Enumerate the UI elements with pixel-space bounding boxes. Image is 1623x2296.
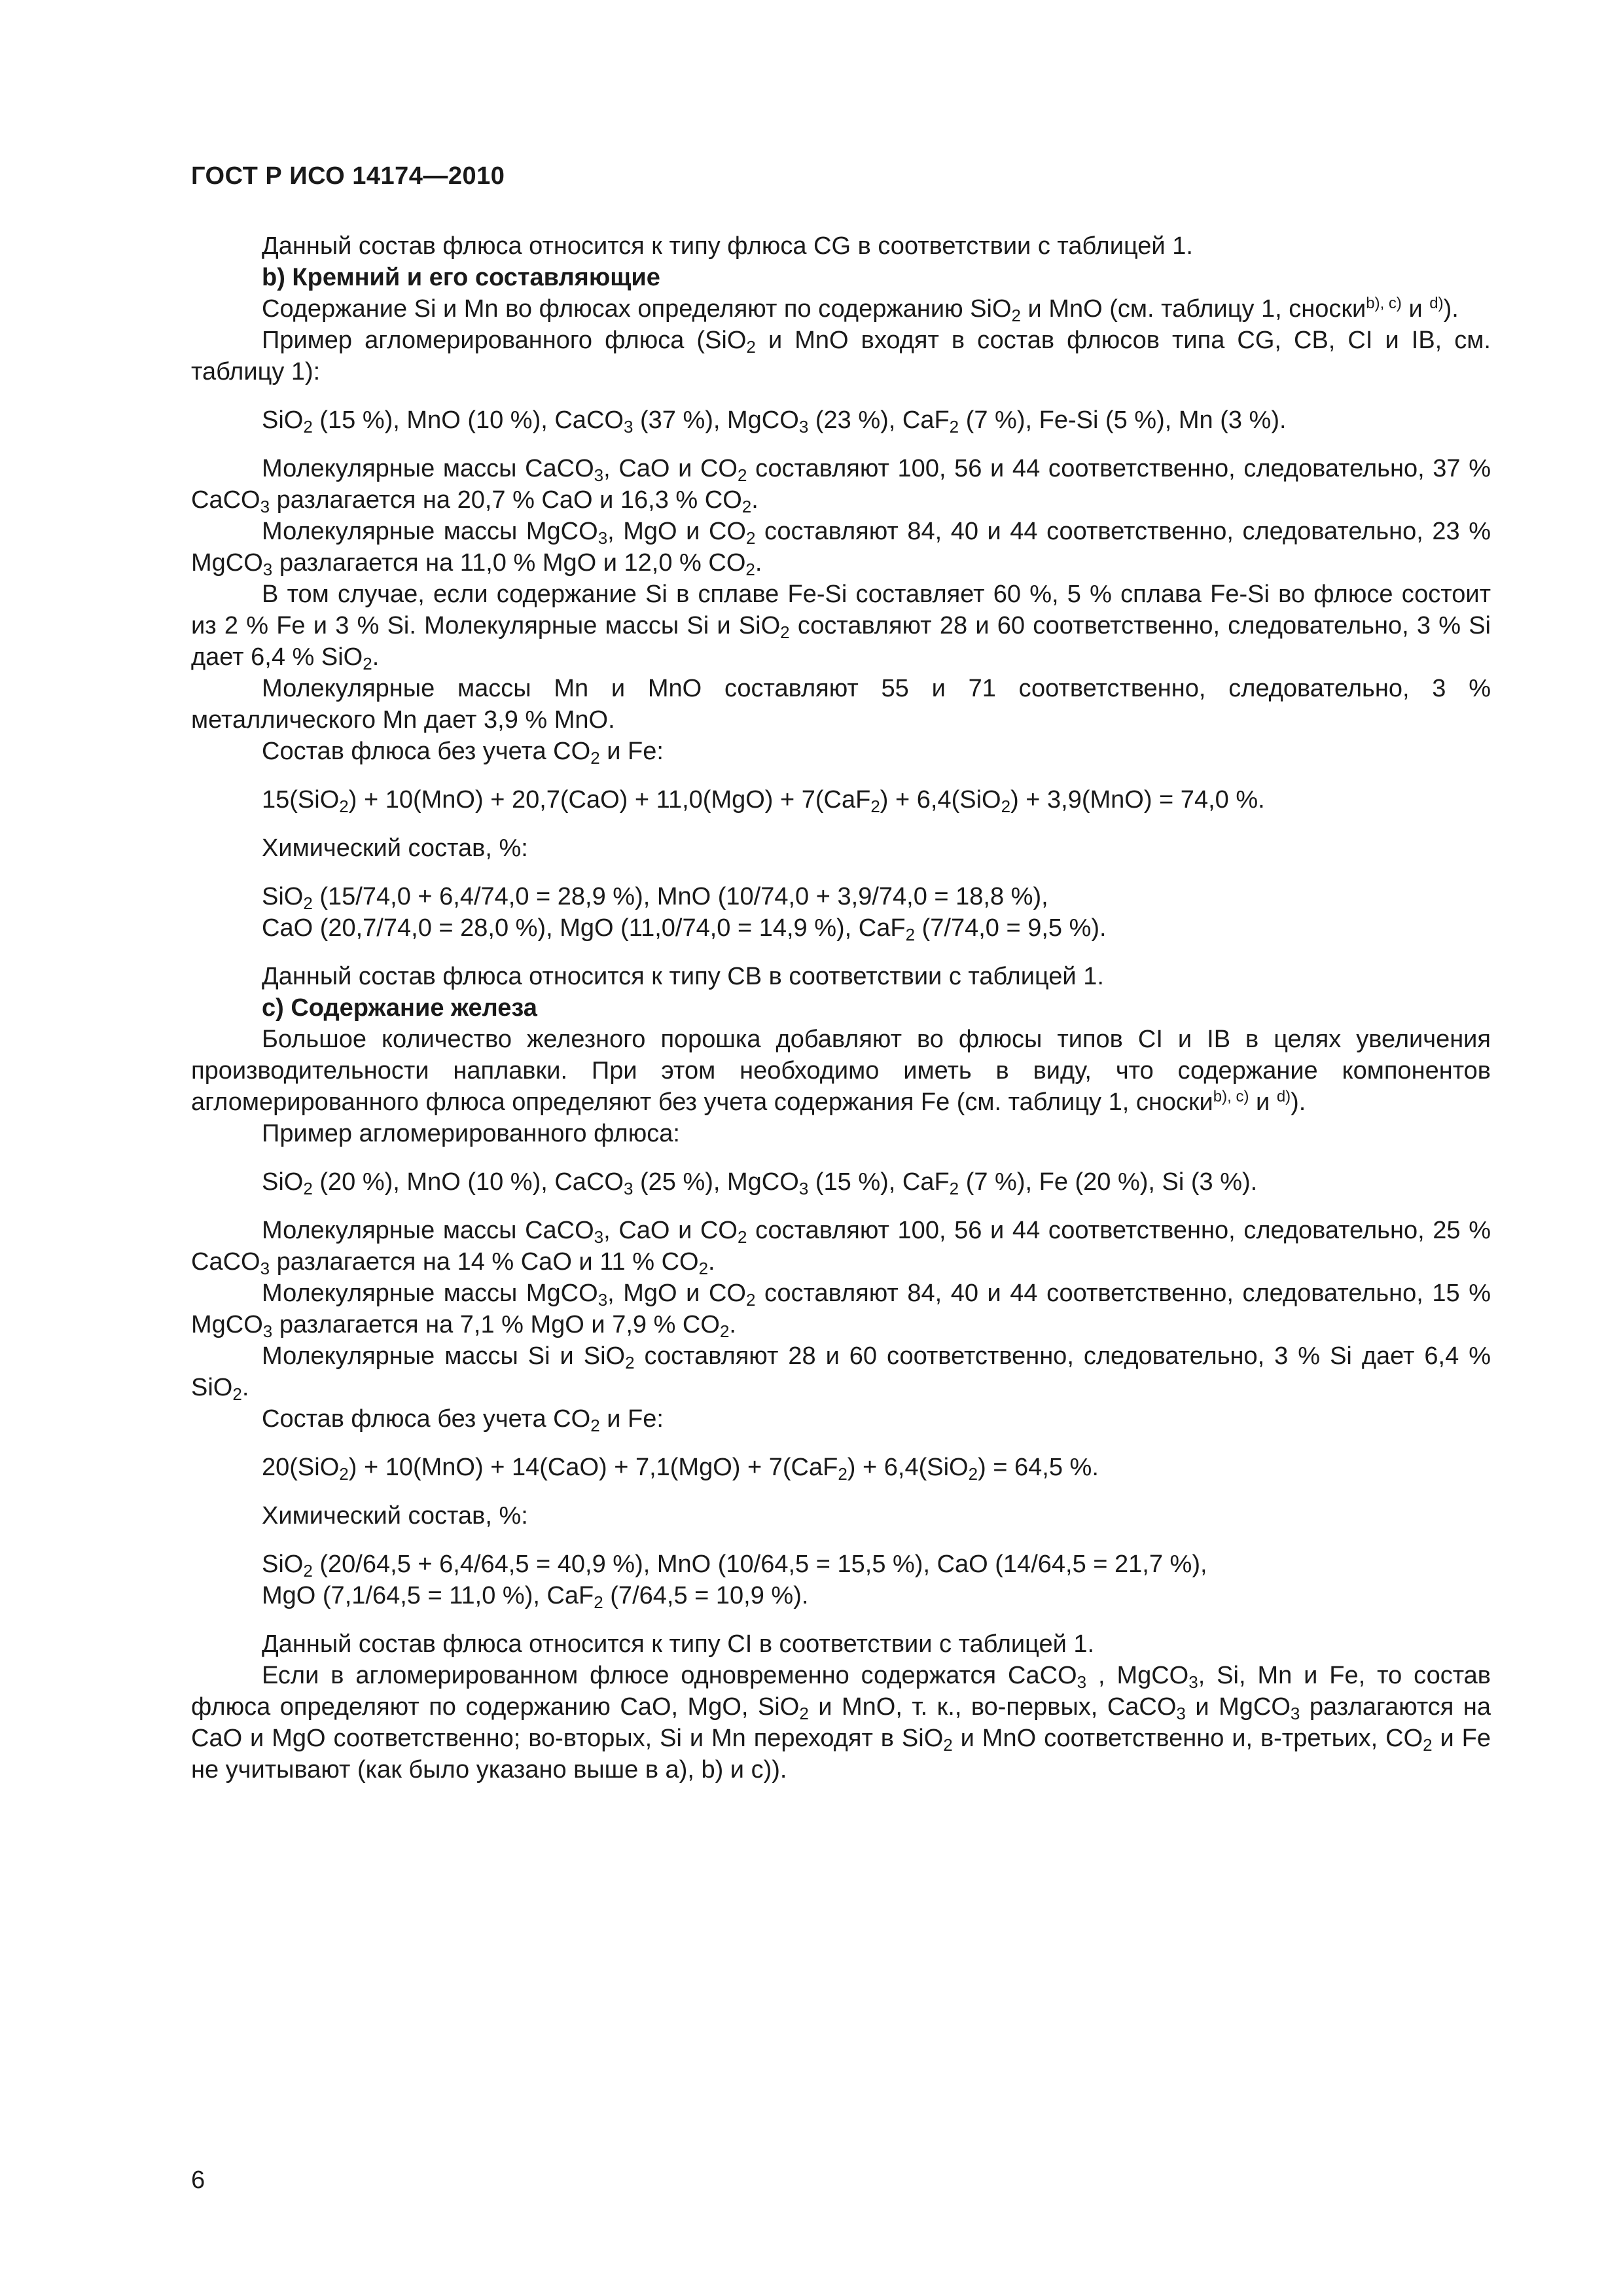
section-heading-b: b) Кремний и его составляющие: [262, 264, 660, 291]
formula-line: SiO$_2$ (20 %), MnO (10 %), CaCO$_3$ (25 %), MgCO$_3$ (15 %), CaF$_2$ (7 %), Fe (20 %), Si (3 %).: [262, 1168, 1258, 1198]
paragraph: Большое количество железного порошка добавляют во флюсы типов CI и IB в целях увеличения производительности наплавки. При этом необходимо иметь в виду, что содержание компонентов агломерированного флюса определяют без учета содержания Fe (см. таблицу 1, сноски$^{b), c)}$ и $^{d)}$).: [191, 1026, 1491, 1116]
composition-line: MgO (7,1/64,5 = 11,0 %), CaF$_2$ (7/64,5 = 10,9 %).: [262, 1582, 809, 1612]
paragraph: В том случае, если содержание Si в сплаве Fe-Si составляет 60 %, 5 % сплава Fe-Si во флюсе состоит из 2 % Fe и 3 % Si. Молекулярные массы Si и SiO$_2$ составляют 28 и 60 соответственно, следовательно, 3 % Si дает 6,4 % SiO$_2$.: [191, 581, 1491, 673]
equation-line: 15(SiO$_2$) + 10(MnO) + 20,7(CaO) + 11,0(MgO) + 7(CaF$_2$) + 6,4(SiO$_2$) + 3,9(MnO) = 74,0 %.: [262, 786, 1265, 816]
paragraph: Молекулярные массы MgCO$_3$, MgO и $CO_2$ составляют 84, 40 и 44 соответственно, следовательно, 23 % MgCO$_3$ разлагается на 11,0 % MgO и 12,0 % $CO_2$.: [191, 518, 1491, 579]
paragraph: Состав флюса без учета $CO_2$ и Fe:: [262, 1405, 664, 1435]
paragraph: Химический состав, %:: [262, 834, 528, 862]
paragraph: Молекулярные массы CaCO$_3$, CaO и $CO_2$ составляют 100, 56 и 44 соответственно, следовательно, 37 % CaCO$_3$ разлагается на 20,7 % CaO и 16,3 % $CO_2$.: [191, 455, 1491, 516]
paragraph: Если в агломерированном флюсе одновременно содержатся CaCO$_3$ , MgCO$_3$, Si, Mn и Fe, то состав флюса определяют по содержанию CaO, MgO, SiO$_2$ и MnO, т. к., во-первых, CaCO$_3$ и MgCO$_3$ разлагаются на CaO и MgO соответственно; во-вторых, Si и Mn переходят в SiO$_2$ и MnO соответственно и, в-третьих, $CO_2$ и Fe не учитывают (как было указано выше в a), b) и c)).: [191, 1662, 1491, 1784]
section-heading-c: c) Содержание железа: [262, 994, 537, 1022]
formula-line: SiO$_2$ (15 %), MnO (10 %), CaCO$_3$ (37 %), MgCO$_3$ (23 %), CaF$_2$ (7 %), Fe-Si (5 %), Mn (3 %).: [262, 406, 1287, 437]
paragraph: Молекулярные массы Si и SiO$_2$ составляют 28 и 60 соответственно, следовательно, 3 % Si дает 6,4 % SiO$_2$.: [191, 1342, 1491, 1404]
composition-line: SiO$_2$ (15/74,0 + 6,4/74,0 = 28,9 %), MnO (10/74,0 + 3,9/74,0 = 18,8 %),: [262, 883, 1048, 913]
paragraph: Молекулярные массы Mn и MnO составляют 55 и 71 соответственно, следовательно, 3 % металлического Mn дает 3,9 % MnO.: [191, 675, 1491, 734]
paragraph: Молекулярные массы CaCO$_3$, CaO и $CO_2$ составляют 100, 56 и 44 соответственно, следовательно, 25 % CaCO$_3$ разлагается на 14 % CaO и 11 % $CO_2$.: [191, 1217, 1491, 1278]
document-body: [191, 230, 1491, 1785]
paragraph: Пример агломерированного флюса (SiO$_2$ и MnO входят в состав флюсов типа CG, CB, CI и IB, см. таблицу 1):: [191, 327, 1491, 386]
composition-line: CaO (20,7/74,0 = 28,0 %), MgO (11,0/74,0 = 14,9 %), CaF$_2$ (7/74,0 = 9,5 %).: [262, 914, 1107, 944]
paragraph: Пример агломерированного флюса:: [262, 1120, 680, 1147]
paragraph: Химический состав, %:: [262, 1502, 528, 1530]
paragraph: Содержание Si и Mn во флюсах определяют по содержанию SiO$_2$ и MnO (см. таблицу 1, сноски$^{b), c)}$ и $^{d)}$).: [262, 295, 1459, 325]
paragraph: Состав флюса без учета $CO_2$ и Fe:: [262, 738, 664, 768]
paragraph: Данный состав флюса относится к типу флюса CG в соответствии с таблицей 1.: [262, 232, 1193, 260]
paragraph: Данный состав флюса относится к типу CI в соответствии с таблицей 1.: [262, 1630, 1095, 1658]
equation-line: 20(SiO$_2$) + 10(MnO) + 14(CaO) + 7,1(MgO) + 7(CaF$_2$) + 6,4(SiO$_2$) = 64,5 %.: [262, 1454, 1099, 1484]
paragraph: Молекулярные массы MgCO$_3$, MgO и $CO_2$ составляют 84, 40 и 44 соответственно, следовательно, 15 % MgCO$_3$ разлагается на 7,1 % MgO и 7,9 % $CO_2$.: [191, 1280, 1491, 1341]
paragraph: Данный состав флюса относится к типу CB в соответствии с таблицей 1.: [262, 963, 1104, 990]
document-header: ГОСТ Р ИСО 14174—2010: [191, 162, 505, 190]
composition-line: SiO$_2$ (20/64,5 + 6,4/64,5 = 40,9 %), MnO (10/64,5 = 15,5 %), CaO (14/64,5 = 21,7 %),: [262, 1551, 1207, 1581]
page-number: 6: [191, 2166, 205, 2194]
